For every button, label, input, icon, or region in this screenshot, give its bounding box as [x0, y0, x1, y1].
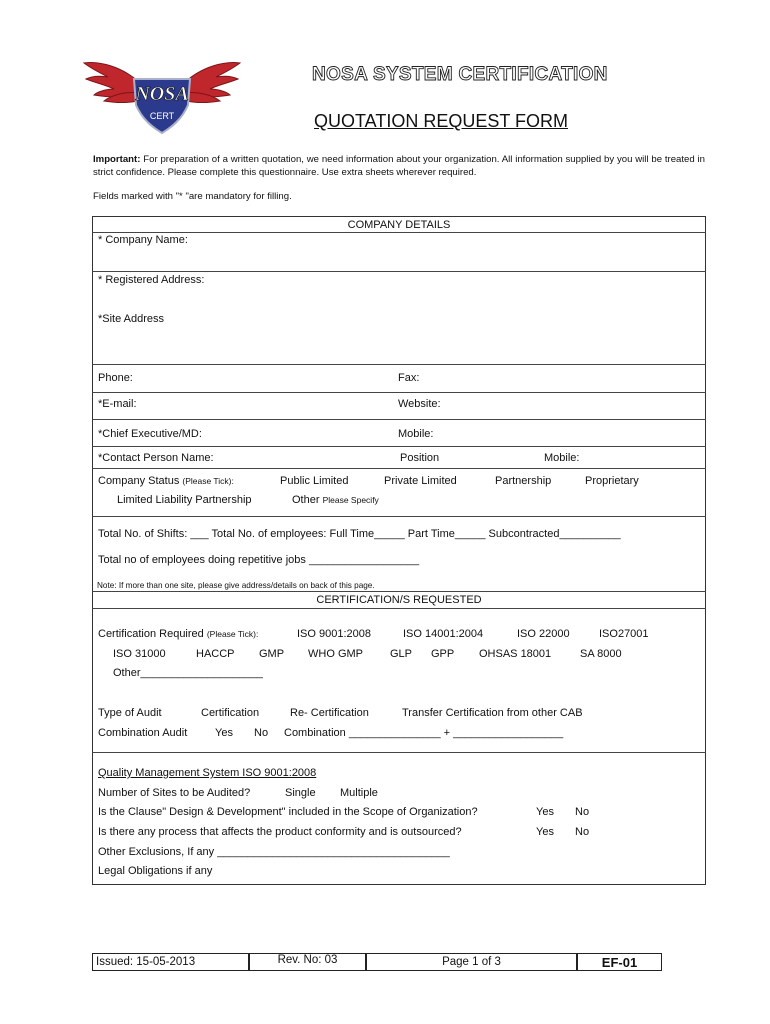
revision-number: Rev. No: 03 — [249, 953, 366, 971]
phone-field[interactable]: Phone: — [98, 372, 133, 384]
audit-type-label: Type of Audit — [98, 707, 162, 719]
outsourced-yes[interactable]: Yes — [536, 826, 554, 838]
form-code: EF-01 — [577, 953, 662, 971]
standard-ohsas-18001[interactable]: OHSAS 18001 — [479, 648, 552, 660]
other-standard-line[interactable]: Other____________________ — [113, 667, 263, 679]
design-clause-question: Is the Clause" Design & Development" included in the Scope of Organization? — [98, 806, 478, 818]
sites-audited-label: Number of Sites to be Audited? — [98, 787, 251, 799]
combination-no-option[interactable]: No — [254, 727, 269, 739]
standard-haccp[interactable]: HACCP — [196, 648, 235, 660]
contact-mobile-field[interactable]: Mobile: — [544, 452, 580, 464]
certification-heading: CERTIFICATION/S REQUESTED — [316, 594, 482, 606]
registered-address-field[interactable]: * Registered Address: — [98, 274, 205, 286]
standard-iso-14001[interactable]: ISO 14001:2004 — [403, 628, 484, 640]
mobile-field[interactable]: Mobile: — [398, 428, 434, 440]
company-name-field[interactable]: * Company Name: — [98, 234, 188, 246]
divider — [92, 232, 706, 233]
standard-sa-8000[interactable]: SA 8000 — [580, 648, 622, 660]
audit-type-recertification[interactable]: Re- Certification — [290, 707, 369, 719]
document-footer — [92, 953, 662, 971]
sites-single-option[interactable]: Single — [285, 787, 316, 799]
organization-title: NOSA SYSTEM CERTIFICATION — [312, 64, 608, 85]
shifts-employees-line[interactable]: Total No. of Shifts: ___ Total No. of employees: Full Time_____ Part Time_____ Subcontracted__________ — [98, 528, 621, 540]
status-option-proprietary[interactable]: Proprietary — [585, 475, 639, 487]
design-clause-no[interactable]: No — [575, 806, 590, 818]
status-option-public-limited[interactable]: Public Limited — [280, 475, 349, 487]
multi-site-note: Note: If more than one site, please give address/details on back of this page. — [97, 581, 375, 590]
issued-date: Issued: 15-05-2013 — [92, 953, 249, 971]
contact-person-field[interactable]: *Contact Person Name: — [98, 452, 214, 464]
page-number: Page 1 of 3 — [366, 953, 577, 971]
standard-iso-22000[interactable]: ISO 22000 — [517, 628, 570, 640]
status-option-other[interactable]: Other Please Specify — [292, 494, 379, 506]
legal-obligations-line[interactable]: Legal Obligations if any — [98, 865, 213, 877]
nosa-cert-logo — [82, 55, 242, 137]
audit-type-certification[interactable]: Certification — [201, 707, 260, 719]
intro-text: For preparation of a written quotation, we need information about your organization. All information supplied by you will be treated in strict confidence. Please complete this questionnaire. Use extra sheets wherever required. — [93, 154, 705, 178]
standard-who-gmp[interactable]: WHO GMP — [308, 648, 363, 660]
standard-iso-9001[interactable]: ISO 9001:2008 — [297, 628, 372, 640]
outsourced-question: Is there any process that affects the product conformity and is outsourced? — [98, 826, 462, 838]
status-option-llp[interactable]: Limited Liability Partnership — [117, 494, 252, 506]
chief-executive-field[interactable]: *Chief Executive/MD: — [98, 428, 202, 440]
fax-field[interactable]: Fax: — [398, 372, 420, 384]
form-frame — [92, 216, 706, 885]
svg-text:CERT: CERT — [149, 111, 175, 121]
form-title: QUOTATION REQUEST FORM — [314, 111, 569, 131]
divider — [92, 468, 706, 469]
divider — [92, 446, 706, 447]
svg-text:NOSA: NOSA — [135, 83, 189, 105]
standard-gpp[interactable]: GPP — [431, 648, 455, 660]
mandatory-note: Fields marked with "* "are mandatory for filling. — [93, 191, 292, 202]
website-field[interactable]: Website: — [398, 398, 441, 410]
standard-gmp[interactable]: GMP — [259, 648, 285, 660]
combination-yes-option[interactable]: Yes — [215, 727, 233, 739]
design-clause-yes[interactable]: Yes — [536, 806, 554, 818]
certification-required-label: Certification Required (Please Tick): — [98, 628, 259, 640]
divider — [92, 271, 706, 272]
combination-audit-label: Combination Audit — [98, 727, 188, 739]
combination-line[interactable]: Combination _______________ + __________________ — [284, 727, 564, 739]
divider — [92, 752, 706, 753]
standard-iso-27001[interactable]: ISO27001 — [599, 628, 649, 640]
standard-iso-31000[interactable]: ISO 31000 — [113, 648, 166, 660]
divider — [92, 516, 706, 517]
divider — [92, 608, 706, 609]
email-field[interactable]: *E-mail: — [98, 398, 137, 410]
exclusions-line[interactable]: Other Exclusions, If any ______________________________________ — [98, 846, 450, 858]
divider — [92, 591, 706, 592]
important-label: Important: — [93, 154, 141, 165]
company-details-heading: COMPANY DETAILS — [347, 219, 451, 231]
divider — [92, 419, 706, 420]
status-option-private-limited[interactable]: Private Limited — [384, 475, 457, 487]
sites-multiple-option[interactable]: Multiple — [340, 787, 378, 799]
repetitive-jobs-line[interactable]: Total no of employees doing repetitive jobs __________________ — [98, 554, 420, 566]
intro-paragraph — [93, 154, 705, 179]
divider — [92, 392, 706, 393]
status-option-partnership[interactable]: Partnership — [495, 475, 552, 487]
site-address-field[interactable]: *Site Address — [98, 313, 165, 325]
outsourced-no[interactable]: No — [575, 826, 590, 838]
audit-type-transfer[interactable]: Transfer Certification from other CAB — [402, 707, 583, 719]
position-field[interactable]: Position — [400, 452, 440, 464]
qms-heading: Quality Management System ISO 9001:2008 — [98, 767, 317, 779]
company-status-label: Company Status (Please Tick): — [98, 475, 234, 487]
divider — [92, 364, 706, 365]
standard-glp[interactable]: GLP — [390, 648, 413, 660]
